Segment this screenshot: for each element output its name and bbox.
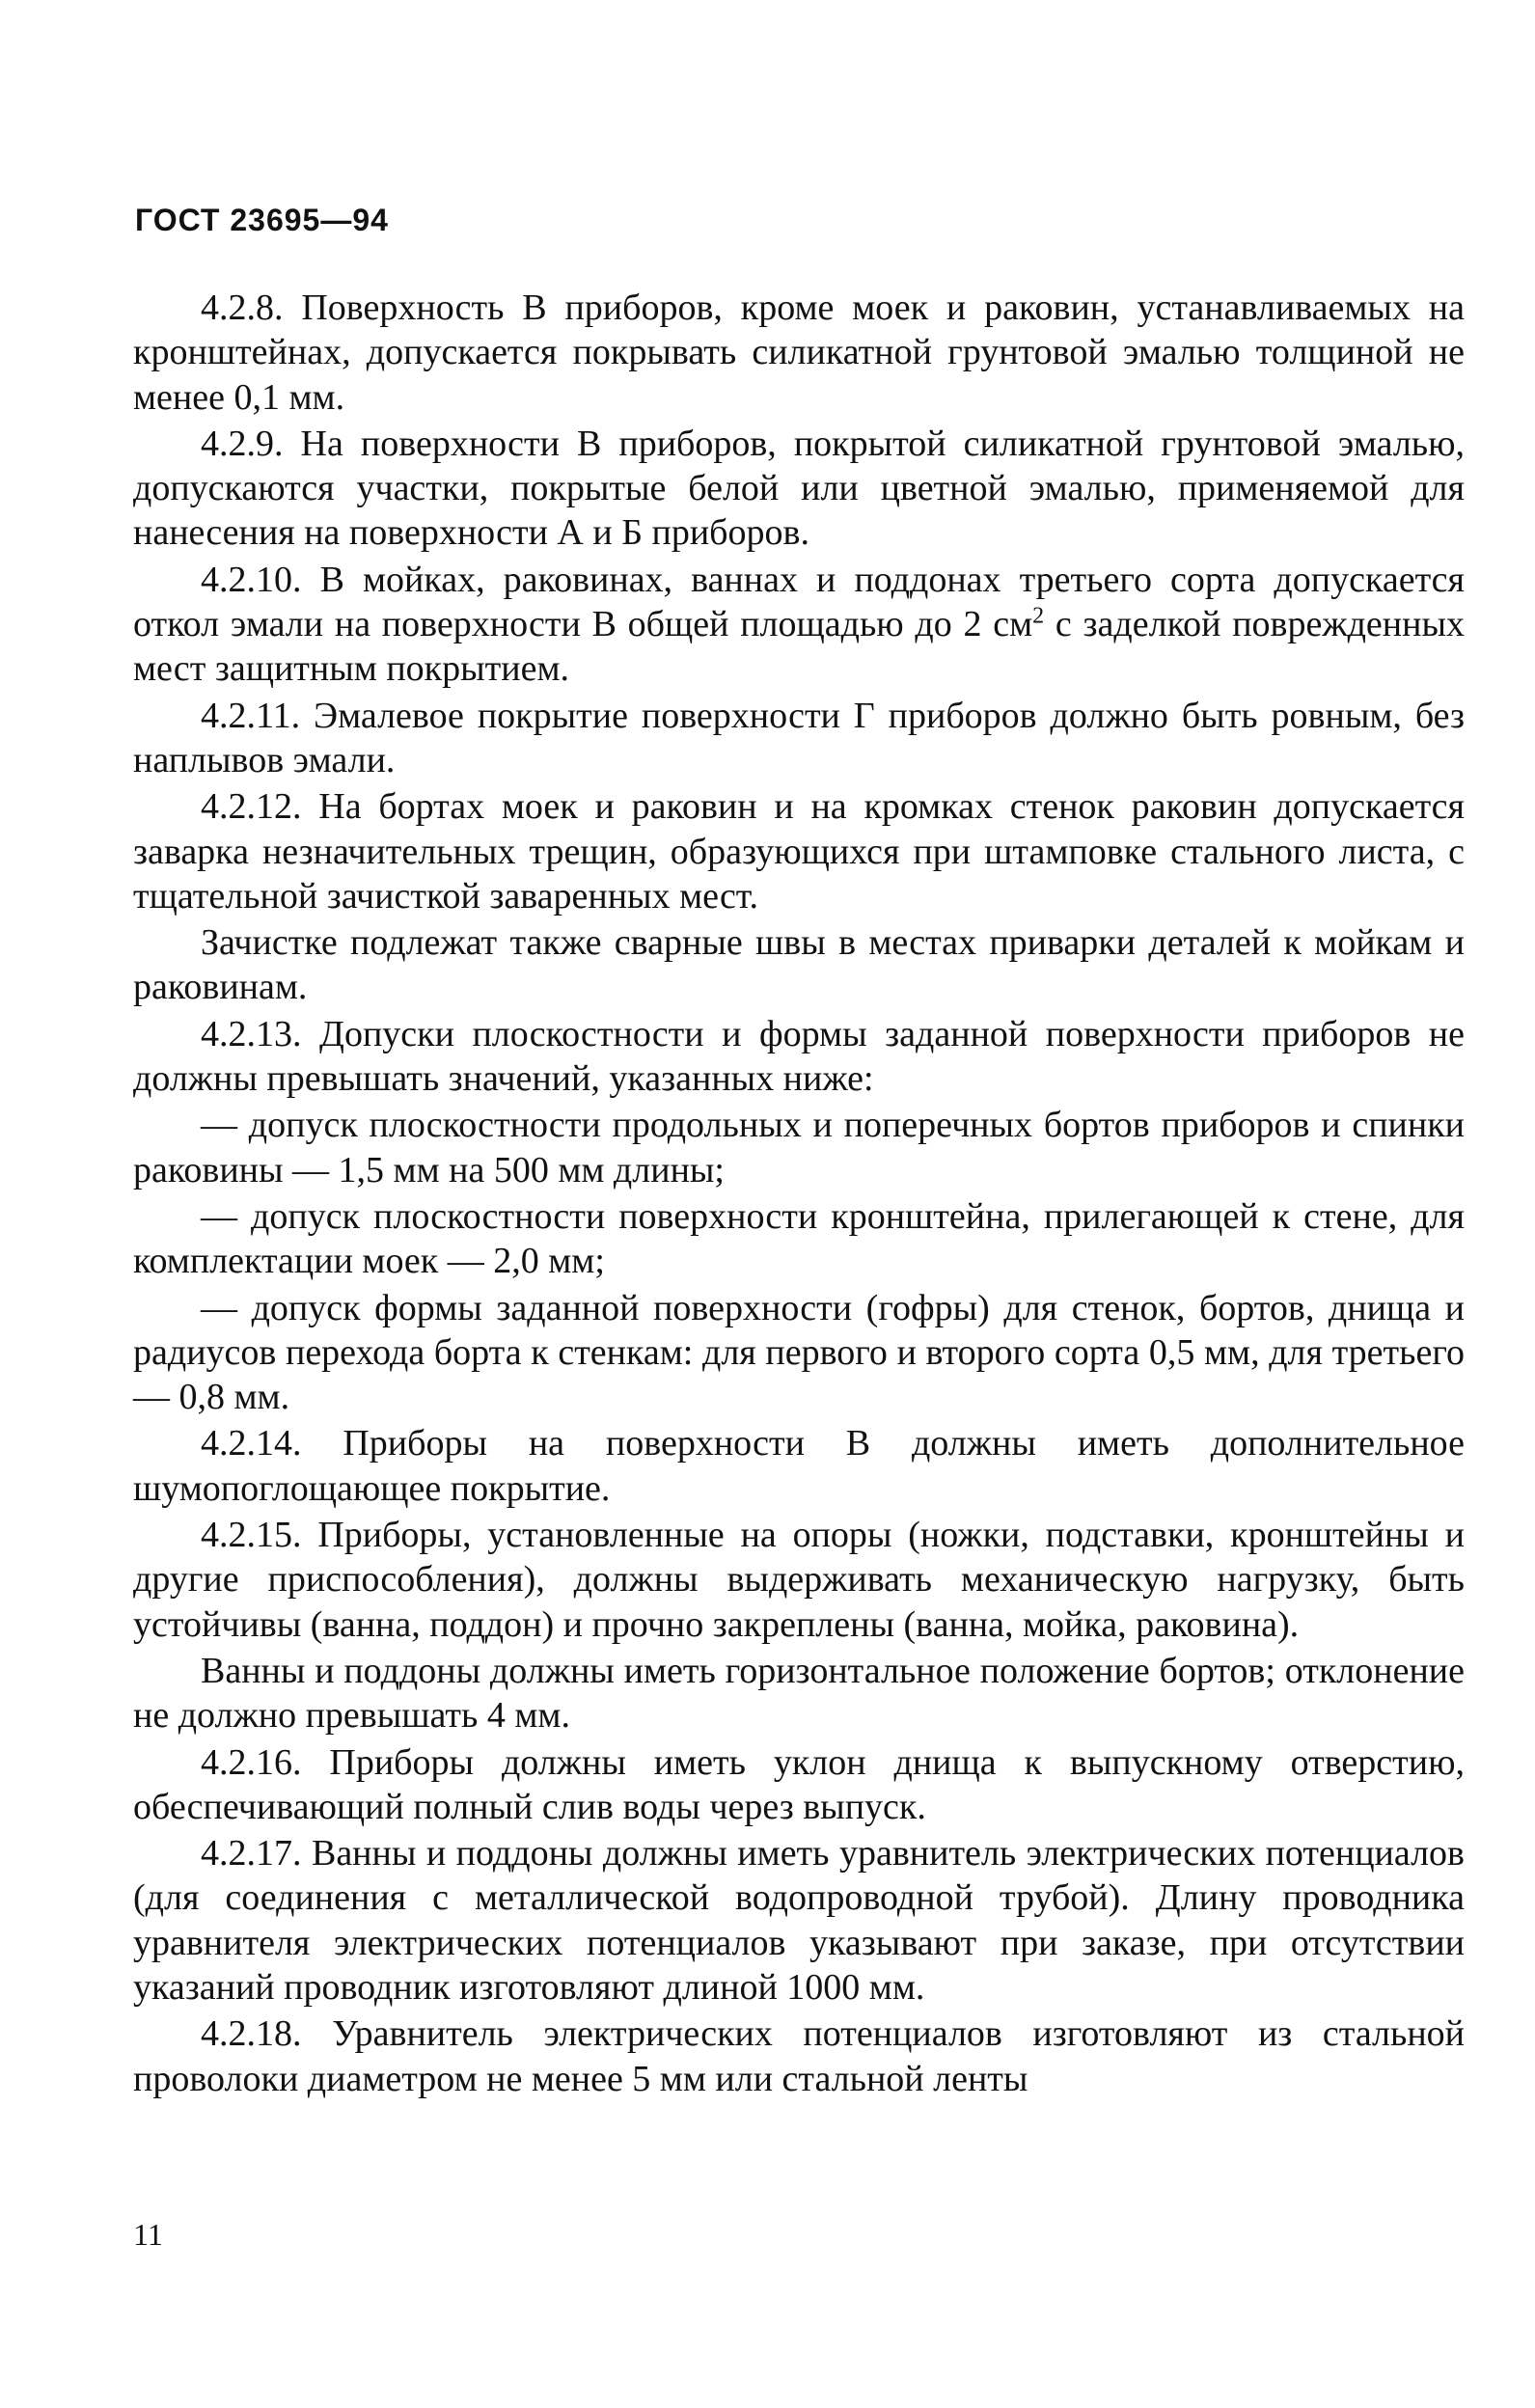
superscript-2: 2 xyxy=(1032,603,1045,629)
clause-4-2-16: 4.2.16. Приборы должны иметь уклон днища к выпускному отверстию, обеспечивающий полный слив воды через выпуск. xyxy=(133,1741,1465,1827)
clause-4-2-10-text-end: с заделкой поврежденных мест защитным покрытием. xyxy=(133,604,1465,690)
clause-4-2-15: 4.2.15. Приборы, установленные на опоры (ножки, подставки, кронштейны и другие приспособления), должны выдерживать механическую нагрузку, быть устойчивы (ванна, поддон) и прочно закреплены (ванна, мойка, раковина). xyxy=(133,1515,1465,1645)
document-body xyxy=(133,286,1465,2103)
clause-4-2-10-text: 4.2.10. В мойках, раковинах, ваннах и поддонах третьего сорта допускается откол эмали на поверхности В общей площадью до 2 см xyxy=(133,559,1465,645)
clause-4-2-12-note: Зачистке подлежат также сварные швы в местах приварки деталей к мойкам и раковинам. xyxy=(133,922,1465,1008)
clause-4-2-14: 4.2.14. Приборы на поверхности В должны иметь дополнительное шумопоглощающее покрытие. xyxy=(133,1423,1465,1509)
tolerance-item-2: — допуск плоскостности поверхности кронштейна, прилегающей к стене, для комплектации моек — 2,0 мм; xyxy=(133,1195,1465,1282)
clause-4-2-9: 4.2.9. На поверхности В приборов, покрытой силикатной грунтовой эмалью, допускаются участки, покрытые белой или цветной эмалью, применяемой для нанесения на поверхности А и Б приборов. xyxy=(133,423,1465,554)
clause-4-2-15-note: Ванны и поддоны должны иметь горизонтальное положение бортов; отклонение не должно превышать 4 мм. xyxy=(133,1650,1465,1737)
tolerance-item-3: — допуск формы заданной поверхности (гофры) для стенок, бортов, днища и радиусов перехода борта к стенкам: для первого и второго сорта 0,5 мм, для третьего — 0,8 мм. xyxy=(133,1287,1465,1418)
clause-4-2-10 xyxy=(133,558,1465,692)
clause-4-2-12: 4.2.12. На бортах моек и раковин и на кромках стенок раковин допускается заварка незначительных трещин, образующихся при штамповке стального листа, с тщательной зачисткой заваренных мест. xyxy=(133,786,1465,917)
clause-4-2-17: 4.2.17. Ванны и поддоны должны иметь уравнитель электрических потенциалов (для соединения с металлической водопроводной трубой). Длину проводника уравнителя электрических потенциалов указывают при заказе, при отсутствии указаний проводник изготовляют длиной 1000 мм. xyxy=(133,1833,1465,2008)
clause-4-2-8: 4.2.8. Поверхность В приборов, кроме моек и раковин, устанавливаемых на кронштейнах, допускается покрывать силикатной грунтовой эмалью толщиной не менее 0,1 мм. xyxy=(133,287,1465,418)
page-number: 11 xyxy=(133,2217,163,2252)
clause-4-2-11: 4.2.11. Эмалевое покрытие поверхности Г приборов должно быть ровным, без наплывов эмали. xyxy=(133,695,1465,780)
clause-4-2-13: 4.2.13. Допуски плоскостности и формы заданной поверхности приборов не должны превышать значений, указанных ниже: xyxy=(133,1013,1465,1100)
tolerance-item-1: — допуск плоскостности продольных и поперечных бортов приборов и спинки раковины — 1,5 мм на 500 мм длины; xyxy=(133,1105,1465,1190)
document-header: ГОСТ 23695—94 xyxy=(135,203,389,237)
clause-4-2-18: 4.2.18. Уравнитель электрических потенциалов изготовляют из стальной проволоки диаметром не менее 5 мм или стальной ленты xyxy=(133,2013,1465,2099)
